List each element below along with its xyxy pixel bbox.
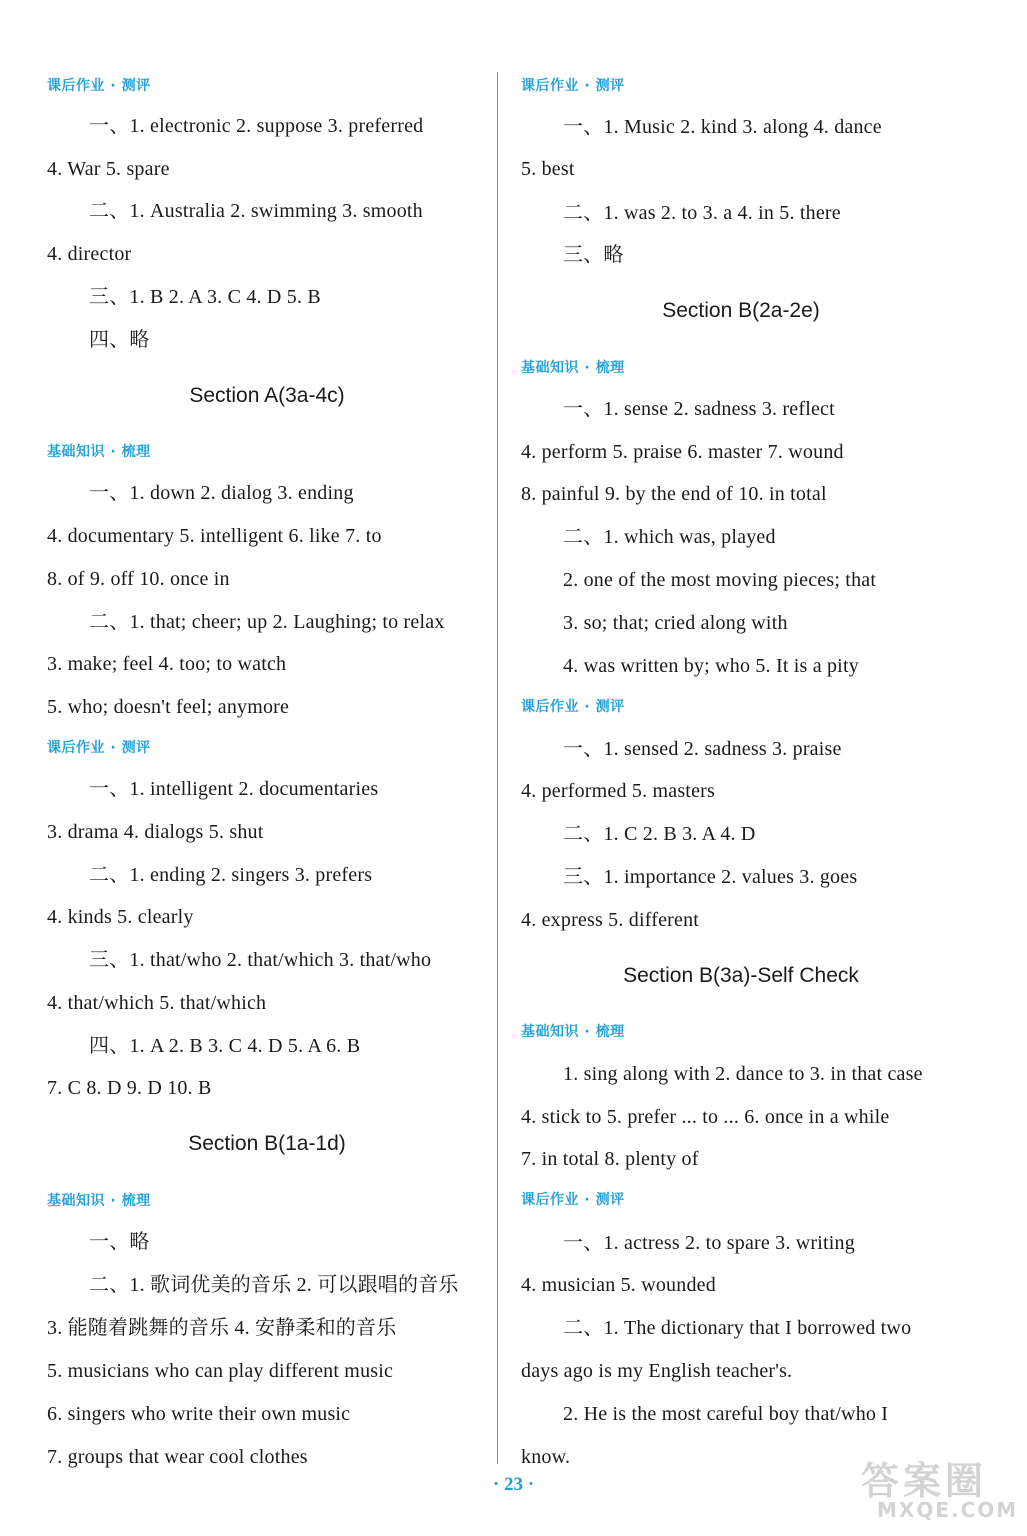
- answer-line: 4. kinds 5. clearly: [47, 906, 194, 928]
- answer-line: 四、1. A 2. B 3. C 4. D 5. A 6. B: [89, 1035, 361, 1057]
- answer-line: 8. of 9. off 10. once in: [47, 568, 230, 590]
- answer-line: 3. 能随着跳舞的音乐 4. 安静柔和的音乐: [47, 1317, 397, 1339]
- answer-line: days ago is my English teacher's.: [521, 1360, 793, 1382]
- answer-line: 4. documentary 5. intelligent 6. like 7. to: [47, 525, 382, 547]
- answer-line: 3. so; that; cried along with: [563, 612, 788, 634]
- answer-line: 2. one of the most moving pieces; that: [563, 569, 877, 591]
- section-label: 基础知识 · 梳理: [521, 360, 625, 376]
- answer-line: 二、1. 歌词优美的音乐 2. 可以跟唱的音乐: [89, 1274, 459, 1296]
- answer-line: 5. who; doesn't feel; anymore: [47, 696, 290, 718]
- answer-line: 一、1. intelligent 2. documentaries: [89, 778, 379, 800]
- answer-line: 一、1. sense 2. sadness 3. reflect: [563, 398, 835, 420]
- answer-line: 一、1. Music 2. kind 3. along 4. dance: [563, 116, 882, 138]
- answer-line: 三、略: [563, 244, 624, 266]
- answer-line: 4. musician 5. wounded: [521, 1274, 716, 1296]
- answer-line: 三、1. that/who 2. that/which 3. that/who: [89, 949, 432, 971]
- answer-line: 三、1. B 2. A 3. C 4. D 5. B: [89, 286, 321, 308]
- answer-line: 一、1. electronic 2. suppose 3. preferred: [89, 115, 424, 137]
- page-number: · 23 ·: [492, 1474, 535, 1495]
- answer-line: 二、1. ending 2. singers 3. prefers: [89, 864, 373, 886]
- section-title: Section B(2a-2e): [662, 299, 820, 322]
- answer-line: 7. in total 8. plenty of: [521, 1148, 699, 1170]
- answer-line: 4. director: [47, 243, 132, 265]
- answer-line: 4. War 5. spare: [47, 158, 170, 180]
- answer-line: 四、略: [89, 329, 150, 351]
- answer-line: 二、1. that; cheer; up 2. Laughing; to relax: [89, 611, 445, 633]
- answer-line: 6. singers who write their own music: [47, 1403, 351, 1425]
- section-title: Section A(3a-4c): [189, 384, 345, 407]
- section-label: 基础知识 · 梳理: [47, 1193, 151, 1209]
- section-title: Section B(1a-1d): [188, 1132, 346, 1155]
- section-title: Section B(3a)-Self Check: [623, 964, 859, 987]
- answer-line: 4. stick to 5. prefer ... to ... 6. once in a while: [521, 1106, 890, 1128]
- answer-line: 4. express 5. different: [521, 909, 700, 931]
- section-label: 基础知识 · 梳理: [521, 1024, 625, 1040]
- answer-line: 7. C 8. D 9. D 10. B: [47, 1077, 212, 1099]
- answer-line: 一、1. sensed 2. sadness 3. praise: [563, 738, 842, 760]
- answer-line: 4. was written by; who 5. It is a pity: [563, 655, 859, 677]
- answer-line: 一、略: [89, 1231, 150, 1253]
- answer-line: 5. best: [521, 158, 575, 180]
- answer-line: 二、1. which was, played: [563, 526, 776, 548]
- answer-line: 一、1. down 2. dialog 3. ending: [89, 482, 354, 504]
- answer-line: 5. musicians who can play different music: [47, 1360, 394, 1382]
- answer-line: 3. drama 4. dialogs 5. shut: [47, 821, 264, 843]
- section-label: 基础知识 · 梳理: [47, 444, 151, 460]
- answer-line: 二、1. The dictionary that I borrowed two: [563, 1317, 912, 1339]
- answer-line: 4. that/which 5. that/which: [47, 992, 267, 1014]
- section-label: 课后作业 · 测评: [47, 78, 151, 94]
- answer-line: 8. painful 9. by the end of 10. in total: [521, 483, 827, 505]
- watermark-logo: 答案圈 MXQE.COM: [861, 1459, 1019, 1522]
- answer-line: 4. perform 5. praise 6. master 7. wound: [521, 441, 844, 463]
- answer-line: 4. performed 5. masters: [521, 780, 715, 802]
- answer-line: 1. sing along with 2. dance to 3. in that case: [563, 1063, 923, 1085]
- answer-line: know.: [521, 1446, 571, 1468]
- section-label: 课后作业 · 测评: [521, 1192, 625, 1208]
- answer-line: 二、1. Australia 2. swimming 3. smooth: [89, 200, 423, 222]
- answer-line: 3. make; feel 4. too; to watch: [47, 653, 287, 675]
- section-label: 课后作业 · 测评: [47, 740, 151, 756]
- answer-line: 7. groups that wear cool clothes: [47, 1446, 308, 1468]
- answer-line: 2. He is the most careful boy that/who I: [563, 1403, 889, 1425]
- section-label: 课后作业 · 测评: [521, 78, 625, 94]
- column-divider: [497, 72, 498, 1464]
- answer-line: 一、1. actress 2. to spare 3. writing: [563, 1232, 855, 1254]
- answer-line: 二、1. was 2. to 3. a 4. in 5. there: [563, 202, 841, 224]
- answer-line: 三、1. importance 2. values 3. goes: [563, 866, 858, 888]
- section-label: 课后作业 · 测评: [521, 699, 625, 715]
- answer-line: 二、1. C 2. B 3. A 4. D: [563, 823, 756, 845]
